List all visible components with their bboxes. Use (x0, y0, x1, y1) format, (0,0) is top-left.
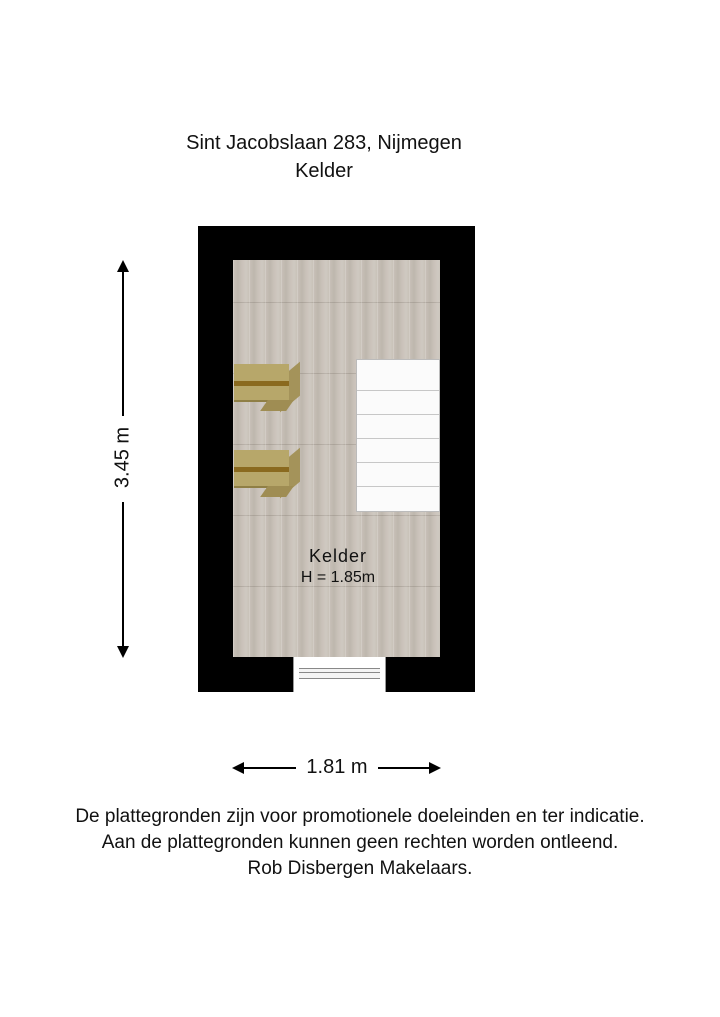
width-dimension-line (378, 767, 431, 769)
width-dimension-line (242, 767, 296, 769)
box-tape (234, 381, 289, 386)
door-sill (299, 668, 380, 679)
stair-step (357, 438, 439, 439)
width-dimension-label: 1.81 m (306, 756, 368, 778)
height-dimension-label: 3.45 m (111, 426, 134, 489)
dimension-arrow-down-icon (117, 646, 129, 658)
disclaimer-line: Aan de plattegronden kunnen geen rechten worden ontleend. (101, 832, 619, 853)
disclaimer-line: De plattegronden zijn voor promotionele doeleinden en ter indicatie. (75, 806, 645, 827)
stair-step (357, 414, 439, 415)
room-height-label: H = 1.85m (300, 569, 376, 586)
height-dimension-line (122, 270, 124, 416)
height-dimension-line (122, 502, 124, 648)
box-tape (234, 467, 289, 472)
stair-step (357, 486, 439, 487)
stair-step (357, 390, 439, 391)
staircase (356, 359, 440, 512)
dimension-arrow-right-icon (429, 762, 441, 774)
company-name: Rob Disbergen Makelaars. (247, 858, 473, 879)
floor-name: Kelder (295, 160, 353, 182)
room-label: Kelder (308, 546, 368, 566)
floorplan-address: Sint Jacobslaan 283, Nijmegen (186, 132, 462, 154)
stair-step (357, 462, 439, 463)
